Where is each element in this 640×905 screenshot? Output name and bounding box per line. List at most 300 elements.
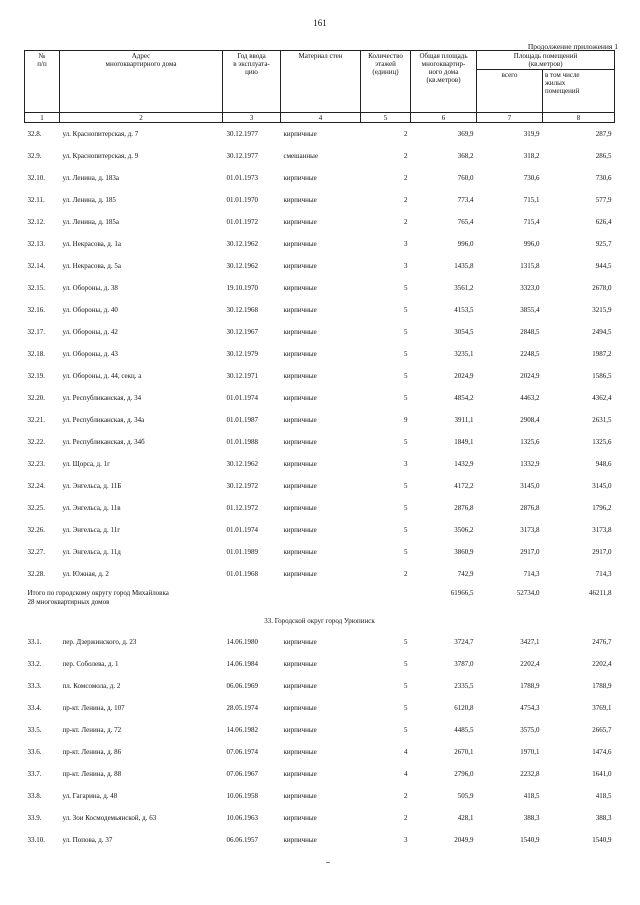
cell-year: 01.01.1987 — [226, 416, 258, 424]
table-row — [25, 343, 615, 365]
cell-mat: смешанные — [283, 152, 318, 160]
cell-fl: 5 — [404, 372, 408, 380]
cell-liv: 1987,2 — [592, 350, 612, 358]
cell-num: 33.2. — [27, 660, 42, 668]
cell-year: 01.01.1973 — [226, 174, 258, 182]
cell-num: 32.13. — [27, 240, 45, 248]
cell-mat: кирпичные — [283, 526, 317, 534]
cell-liv: 4362,4 — [592, 394, 612, 402]
cell-num: 33.5. — [27, 726, 42, 734]
cell-num: 32.21. — [27, 416, 45, 424]
cell-all: 2908,4 — [520, 416, 540, 424]
col-number-1: 1 — [25, 113, 60, 123]
table-row — [25, 189, 615, 211]
cell-mat: кирпичные — [283, 660, 317, 668]
cell-tot: 4153,5 — [454, 306, 474, 314]
cell-liv: 948,6 — [595, 460, 612, 468]
cell-liv: 2678,0 — [592, 284, 612, 292]
cell-mat: кирпичные — [283, 548, 317, 556]
cell-addr: ул. Энгельса, д. 11д — [62, 548, 121, 556]
header-material — [281, 51, 361, 113]
cell-addr: пр-кт. Ленина, д. 72 — [62, 726, 122, 734]
cell-liv: 925,7 — [595, 240, 612, 248]
cell-addr: пер. Соболева, д. 1 — [62, 660, 119, 668]
table-row — [25, 829, 615, 851]
cell-fl: 2 — [404, 196, 408, 204]
header-num — [25, 51, 60, 113]
cell-fl: 5 — [404, 350, 408, 358]
cell-num: 32.23. — [27, 460, 45, 468]
cell-fl: 5 — [404, 328, 408, 336]
header-year-text: Год ввода в эксплуата- цию — [233, 52, 270, 76]
cell-all: 1325,6 — [520, 438, 540, 446]
cell-num: 33.4. — [27, 704, 42, 712]
cell-addr: ул. Республиканская, д. 34а — [62, 416, 145, 424]
cell-num: 32.24. — [27, 482, 45, 490]
cell-addr: ул. Южная, д. 2 — [62, 570, 109, 578]
cell-all: 3855,4 — [520, 306, 540, 314]
cell-fl: 2 — [404, 814, 408, 822]
apartment-buildings-table — [24, 50, 615, 851]
total-label: Итого по городскому округу город Михайловка 28 многоквартирных домов — [27, 589, 169, 606]
cell-addr: ул. Попова, д. 37 — [62, 836, 113, 844]
cell-mat: кирпичные — [283, 836, 317, 844]
cell-fl: 5 — [404, 726, 408, 734]
cell-tot: 369,9 — [457, 130, 474, 138]
col-number-6: 6 — [411, 113, 477, 123]
cell-addr: ул. Энгельса, д. 11в — [62, 504, 121, 512]
cell-liv: 1325,6 — [592, 438, 612, 446]
cell-fl: 5 — [404, 526, 408, 534]
cell-year: 14.06.1984 — [226, 660, 258, 668]
cell-liv: 3173,8 — [592, 526, 612, 534]
cell-year: 01.12.1972 — [226, 504, 258, 512]
total-living: 46211,8 — [589, 589, 612, 597]
cell-tot: 3724,7 — [454, 638, 474, 646]
header-floors — [361, 51, 411, 113]
cell-mat: кирпичные — [283, 814, 317, 822]
cell-num: 33.6. — [27, 748, 42, 756]
table-row — [25, 497, 615, 519]
section-title-row — [25, 615, 615, 627]
cell-mat: кирпичные — [283, 482, 317, 490]
header-all-text: всего — [501, 71, 518, 79]
cell-year: 06.06.1969 — [226, 682, 258, 690]
cell-liv: 2476,7 — [592, 638, 612, 646]
col-number-4: 4 — [281, 113, 361, 123]
cell-mat: кирпичные — [283, 130, 317, 138]
cell-all: 1332,9 — [520, 460, 540, 468]
cell-addr: ул. Обороны, д. 43 — [62, 350, 118, 358]
cell-liv: 418,5 — [595, 792, 612, 800]
cell-liv: 3215,9 — [592, 306, 612, 314]
cell-num: 32.17. — [27, 328, 45, 336]
cell-fl: 3 — [404, 460, 408, 468]
cell-mat: кирпичные — [283, 704, 317, 712]
table-row — [25, 167, 615, 189]
cell-num: 32.8. — [27, 130, 42, 138]
cell-addr: ул. Обороны, д. 42 — [62, 328, 118, 336]
header-all — [477, 70, 543, 113]
cell-num: 32.25. — [27, 504, 45, 512]
cell-tot: 368,2 — [457, 152, 474, 160]
cell-mat: кирпичные — [283, 792, 317, 800]
cell-mat: кирпичные — [283, 262, 317, 270]
table-row — [25, 365, 615, 387]
cell-num: 32.10. — [27, 174, 45, 182]
table-row — [25, 785, 615, 807]
cell-tot: 6120,8 — [454, 704, 474, 712]
cell-mat: кирпичные — [283, 504, 317, 512]
table-row — [25, 719, 615, 741]
cell-addr: ул. Ленина, д. 185а — [62, 218, 120, 226]
header-premises-area-text: Площадь помещений (кв.метров) — [513, 52, 578, 68]
cell-liv: 388,3 — [595, 814, 612, 822]
cell-num: 33.7. — [27, 770, 42, 778]
table-row — [25, 409, 615, 431]
cell-addr: пр-кт. Ленина, д. 107 — [62, 704, 125, 712]
cell-all: 1315,8 — [520, 262, 540, 270]
cell-all: 2917,0 — [520, 548, 540, 556]
cell-liv: 286,5 — [595, 152, 612, 160]
continuation-note: Продолжение приложения 1 — [527, 42, 618, 51]
cell-mat: кирпичные — [283, 460, 317, 468]
table-row — [25, 387, 615, 409]
table-row — [25, 741, 615, 763]
cell-mat: кирпичные — [283, 570, 317, 578]
cell-all: 418,5 — [523, 792, 540, 800]
cell-fl: 3 — [404, 240, 408, 248]
cell-liv: 3145,0 — [592, 482, 612, 490]
cell-tot: 2024,9 — [454, 372, 474, 380]
col-number-2: 2 — [60, 113, 223, 123]
cell-liv: 1641,0 — [592, 770, 612, 778]
cell-all: 2848,5 — [520, 328, 540, 336]
cell-addr: ул. Республиканская, д. 34б — [62, 438, 145, 446]
cell-liv: 1540,9 — [592, 836, 612, 844]
cell-fl: 5 — [404, 660, 408, 668]
cell-mat: кирпичные — [283, 240, 317, 248]
cell-tot: 1432,9 — [454, 460, 474, 468]
cell-all: 3575,0 — [520, 726, 540, 734]
cell-addr: ул. Обороны, д. 38 — [62, 284, 118, 292]
cell-fl: 5 — [404, 638, 408, 646]
cell-addr: ул. Ленина, д. 183а — [62, 174, 120, 182]
table-row — [25, 233, 615, 255]
cell-tot: 3911,1 — [454, 416, 474, 424]
table-row — [25, 675, 615, 697]
cell-fl: 3 — [404, 836, 408, 844]
header-living-text: в том числе жилых помещений — [545, 71, 580, 95]
cell-num: 32.19. — [27, 372, 45, 380]
cell-mat: кирпичные — [283, 372, 317, 380]
table-row — [25, 763, 615, 785]
cell-addr: ул. Зои Космодемьянской, д. 63 — [62, 814, 157, 822]
header-total-area-text: Общая площадь многоквартир- ного дома (кв.метров) — [419, 52, 468, 84]
cell-year: 30.12.1962 — [226, 460, 258, 468]
page-number: 161 — [313, 18, 327, 28]
cell-num: 33.1. — [27, 638, 42, 646]
cell-addr: пр-кт. Ленина, д. 88 — [62, 770, 122, 778]
cell-all: 3145,0 — [520, 482, 540, 490]
table-row — [25, 807, 615, 829]
cell-year: 19.10.1970 — [226, 284, 258, 292]
cell-year: 01.01.1974 — [226, 526, 258, 534]
cell-fl: 2 — [404, 218, 408, 226]
cell-num: 33.8. — [27, 792, 42, 800]
cell-mat: кирпичные — [283, 416, 317, 424]
cell-fl: 5 — [404, 482, 408, 490]
cell-year: 30.12.1968 — [226, 306, 258, 314]
cell-addr: ул. Щорса, д. 1г — [62, 460, 110, 468]
cell-tot: 996,0 — [457, 240, 474, 248]
cell-tot: 3787,0 — [454, 660, 474, 668]
cell-tot: 760,0 — [457, 174, 474, 182]
cell-tot: 3860,9 — [454, 548, 474, 556]
header-address-text: Адрес многоквартирного дома — [105, 52, 177, 68]
cell-liv: 1474,6 — [592, 748, 612, 756]
header-premises-area — [477, 51, 615, 70]
cell-addr: ул. Обороны, д. 44, секц. а — [62, 372, 142, 380]
cell-liv: 2631,5 — [592, 416, 612, 424]
table-row — [25, 299, 615, 321]
cell-all: 730,6 — [523, 174, 540, 182]
cell-mat: кирпичные — [283, 218, 317, 226]
cell-num: 32.20. — [27, 394, 45, 402]
cell-addr: пл. Комсомола, д. 2 — [62, 682, 121, 690]
cell-tot: 428,1 — [457, 814, 474, 822]
col-number-3: 3 — [223, 113, 281, 123]
cell-all: 2876,8 — [520, 504, 540, 512]
cell-all: 4463,2 — [520, 394, 540, 402]
cell-tot: 4172,2 — [454, 482, 474, 490]
table-row — [25, 431, 615, 453]
cell-liv: 2917,0 — [592, 548, 612, 556]
cell-fl: 5 — [404, 548, 408, 556]
cell-fl: 2 — [404, 152, 408, 160]
cell-num: 32.27. — [27, 548, 45, 556]
cell-all: 1540,9 — [520, 836, 540, 844]
cell-year: 01.01.1972 — [226, 218, 258, 226]
total-row — [25, 585, 615, 615]
cell-fl: 4 — [404, 748, 408, 756]
cell-year: 01.01.1974 — [226, 394, 258, 402]
cell-addr: пр-кт. Ленина, д. 86 — [62, 748, 122, 756]
table-row — [25, 321, 615, 343]
cell-addr: ул. Обороны, д. 40 — [62, 306, 118, 314]
column-number-row — [25, 113, 615, 123]
cell-liv: 2665,7 — [592, 726, 612, 734]
cell-mat: кирпичные — [283, 196, 317, 204]
cell-addr: ул. Некрасова, д. 5а — [62, 262, 121, 270]
cell-liv: 287,9 — [595, 130, 612, 138]
cell-mat: кирпичные — [283, 726, 317, 734]
cell-fl: 5 — [404, 704, 408, 712]
table-row — [25, 255, 615, 277]
cell-year: 10.06.1963 — [226, 814, 258, 822]
col-number-5: 5 — [361, 113, 411, 123]
cell-mat: кирпичные — [283, 306, 317, 314]
col-number-7: 7 — [477, 113, 543, 123]
cell-liv: 944,5 — [595, 262, 612, 270]
cell-year: 10.06.1958 — [226, 792, 258, 800]
cell-all: 714,3 — [523, 570, 540, 578]
table-row — [25, 541, 615, 563]
cell-year: 01.01.1970 — [226, 196, 258, 204]
cell-mat: кирпичные — [283, 770, 317, 778]
cell-liv: 626,4 — [595, 218, 612, 226]
cell-mat: кирпичные — [283, 638, 317, 646]
cell-year: 07.06.1967 — [226, 770, 258, 778]
cell-all: 3427,1 — [520, 638, 540, 646]
cell-fl: 5 — [404, 504, 408, 512]
cell-num: 33.3. — [27, 682, 42, 690]
cell-year: 30.12.1967 — [226, 328, 258, 336]
table-row — [25, 145, 615, 167]
header-year — [223, 51, 281, 113]
cell-mat: кирпичные — [283, 748, 317, 756]
cell-addr: ул. Энгельса, д. 11Б — [62, 482, 122, 490]
table-row — [25, 631, 615, 653]
cell-fl: 2 — [404, 174, 408, 182]
header-num-text: № п/п — [37, 52, 47, 68]
cell-liv: 3769,1 — [592, 704, 612, 712]
cell-fl: 4 — [404, 770, 408, 778]
table-row — [25, 563, 615, 585]
cell-year: 30.12.1979 — [226, 350, 258, 358]
cell-mat: кирпичные — [283, 174, 317, 182]
cell-tot: 3235,1 — [454, 350, 474, 358]
cell-liv: 577,9 — [595, 196, 612, 204]
table-row — [25, 519, 615, 541]
cell-num: 32.16. — [27, 306, 45, 314]
cell-tot: 3054,5 — [454, 328, 474, 336]
cell-year: 30.12.1977 — [226, 130, 258, 138]
cell-all: 4754,3 — [520, 704, 540, 712]
cell-all: 2232,8 — [520, 770, 540, 778]
cell-all: 2202,4 — [520, 660, 540, 668]
cell-fl: 2 — [404, 792, 408, 800]
cell-fl: 5 — [404, 438, 408, 446]
cell-tot: 2670,1 — [454, 748, 474, 756]
cell-fl: 5 — [404, 682, 408, 690]
cell-liv: 1788,9 — [592, 682, 612, 690]
cell-liv: 1796,2 — [592, 504, 612, 512]
header-floors-text: Количество этажей (единиц) — [368, 52, 403, 76]
cell-fl: 5 — [404, 306, 408, 314]
cell-mat: кирпичные — [283, 284, 317, 292]
cell-mat: кирпичные — [283, 682, 317, 690]
cell-all: 2248,5 — [520, 350, 540, 358]
total-all: 52734,0 — [516, 589, 540, 597]
cell-liv: 2202,4 — [592, 660, 612, 668]
col-number-8: 8 — [543, 113, 615, 123]
cell-addr: ул. Краснопитерская, д. 7 — [62, 130, 139, 138]
cell-tot: 742,9 — [457, 570, 474, 578]
cell-num: 32.11. — [27, 196, 45, 204]
cell-year: 06.06.1957 — [226, 836, 258, 844]
cell-addr: пер. Дзержинского, д. 23 — [62, 638, 137, 646]
cell-num: 32.9. — [27, 152, 42, 160]
table-row — [25, 453, 615, 475]
cell-all: 388,3 — [523, 814, 540, 822]
table-row — [25, 697, 615, 719]
cell-tot: 4485,5 — [454, 726, 474, 734]
cell-tot: 1435,8 — [454, 262, 474, 270]
cell-year: 30.12.1972 — [226, 482, 258, 490]
cell-num: 32.22. — [27, 438, 45, 446]
cell-tot: 2796,0 — [454, 770, 474, 778]
cell-year: 01.01.1989 — [226, 548, 258, 556]
cell-num: 32.15. — [27, 284, 45, 292]
cell-tot: 3561,2 — [454, 284, 474, 292]
cell-year: 14.06.1980 — [226, 638, 258, 646]
cell-year: 07.06.1974 — [226, 748, 258, 756]
total-area: 61966,5 — [450, 589, 474, 597]
table-row — [25, 211, 615, 233]
cell-tot: 765,4 — [457, 218, 474, 226]
cell-mat: кирпичные — [283, 328, 317, 336]
cell-all: 3323,0 — [520, 284, 540, 292]
cell-tot: 2335,5 — [454, 682, 474, 690]
cell-num: 32.18. — [27, 350, 45, 358]
cell-mat: кирпичные — [283, 350, 317, 358]
cell-liv: 714,3 — [595, 570, 612, 578]
cell-all: 3173,8 — [520, 526, 540, 534]
cell-num: 32.14. — [27, 262, 45, 270]
cell-all: 2024,9 — [520, 372, 540, 380]
cell-fl: 9 — [404, 416, 408, 424]
cell-mat: кирпичные — [283, 438, 317, 446]
table-row — [25, 475, 615, 497]
cell-fl: 2 — [404, 570, 408, 578]
cell-tot: 4854,2 — [454, 394, 474, 402]
cell-addr: ул. Краснопитерская, д. 9 — [62, 152, 139, 160]
cell-tot: 3506,2 — [454, 526, 474, 534]
cell-all: 1788,9 — [520, 682, 540, 690]
cell-num: 32.28. — [27, 570, 45, 578]
table-body — [25, 113, 615, 852]
cell-mat: кирпичные — [283, 394, 317, 402]
cell-fl: 2 — [404, 130, 408, 138]
cell-addr: ул. Некрасова, д. 1а — [62, 240, 121, 248]
header-total-area — [411, 51, 477, 113]
cell-year: 01.01.1968 — [226, 570, 258, 578]
cell-addr: ул. Гагарина, д. 48 — [62, 792, 118, 800]
cell-addr: ул. Энгельса, д. 11г — [62, 526, 121, 534]
cell-num: 32.26. — [27, 526, 45, 534]
cell-year: 30.12.1962 — [226, 240, 258, 248]
cell-all: 715,1 — [523, 196, 540, 204]
cell-year: 28.05.1974 — [226, 704, 258, 712]
cell-tot: 1849,1 — [454, 438, 474, 446]
header-material-text: Материал стен — [298, 52, 343, 60]
header-living — [543, 70, 615, 113]
cell-year: 30.12.1962 — [226, 262, 258, 270]
table-row — [25, 277, 615, 299]
cell-fl: 5 — [404, 394, 408, 402]
footer-mark — [326, 862, 330, 863]
cell-year: 01.01.1988 — [226, 438, 258, 446]
header-address — [60, 51, 223, 113]
cell-liv: 730,6 — [595, 174, 612, 182]
cell-all: 319,9 — [523, 130, 540, 138]
table-row — [25, 653, 615, 675]
cell-liv: 2494,5 — [592, 328, 612, 336]
cell-all: 715,4 — [523, 218, 540, 226]
cell-liv: 1586,5 — [592, 372, 612, 380]
cell-addr: ул. Ленина, д. 185 — [62, 196, 116, 204]
